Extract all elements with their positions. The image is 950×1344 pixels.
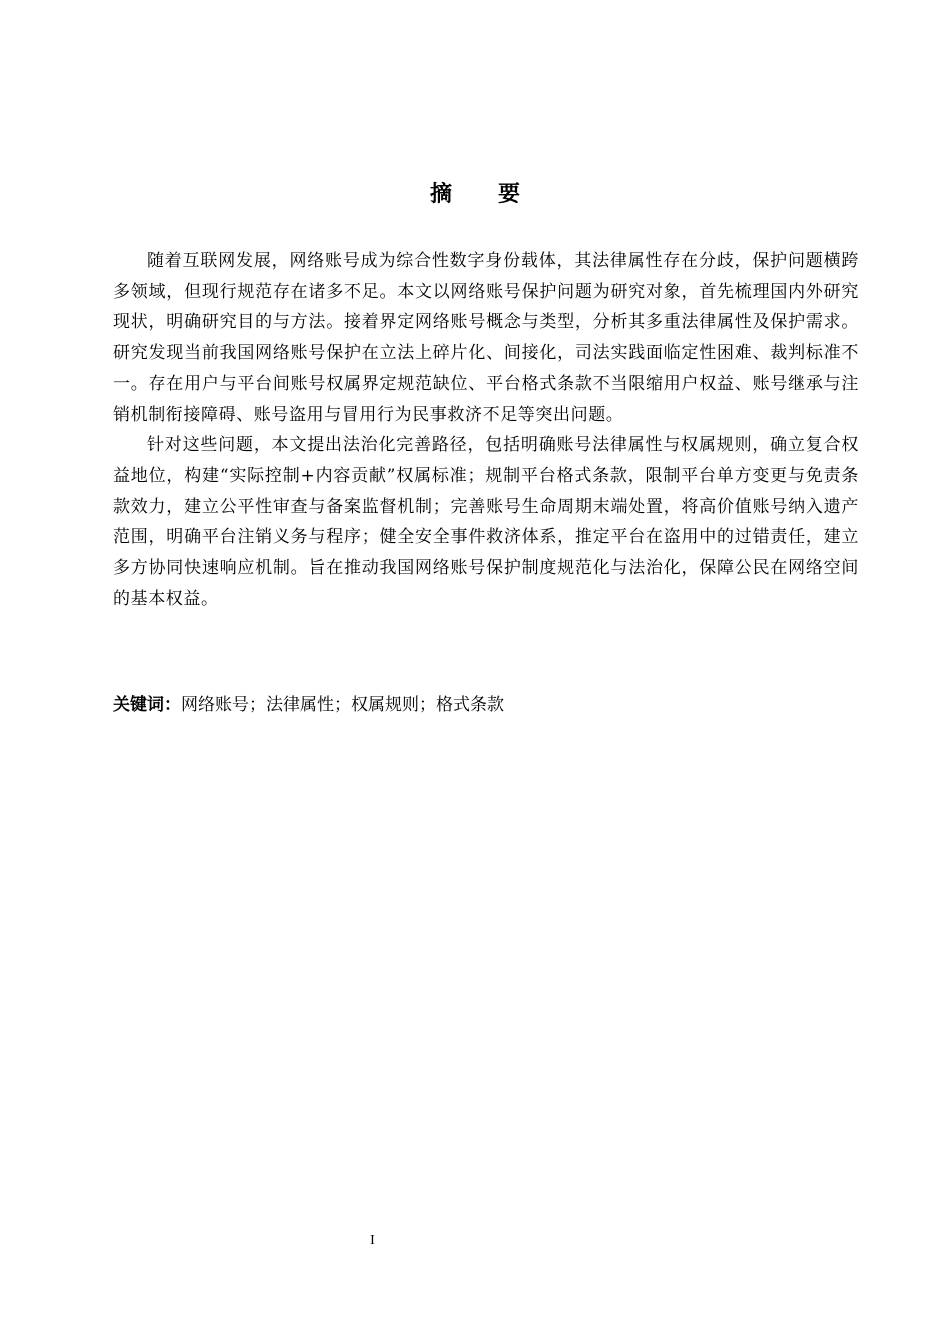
abstract-paragraph-2: 针对这些问题，本文提出法治化完善路径，包括明确账号法律属性与权属规则，确立复合权益地位，构建“实际控制+内容贡献”权属标准；规制平台格式条款，限制平台单方变更与免责条款效力，建立公平性审查与备案监督机制；完善账号生命周期末端处置，将高价值账号纳入遗产范围，明确平台注销义务与程序；健全安全事件救济体系，推定平台在盗用中的过错责任，建立多方协同快速响应机制。旨在推动我国网络账号保护制度规范化与法治化，保障公民在网络空间的基本权益。 — [113, 435, 859, 609]
abstract-title: 摘要 — [429, 182, 566, 207]
page-number: I — [370, 1233, 375, 1248]
abstract-paragraph-1: 随着互联网发展，网络账号成为综合性数字身份载体，其法律属性存在分歧，保护问题横跨多领域，但现行规范存在诸多不足。本文以网络账号保护问题为研究对象，首先梳理国内外研究现状，明确研究目的与方法。接着界定网络账号概念与类型，分析其多重法律属性及保护需求。研究发现当前我国网络账号保护在立法上碎片化、间接化，司法实践面临定性困难、裁判标准不一。存在用户与平台间账号权属界定规范缺位、平台格式条款不当限缩用户权益、账号继承与注销机制衔接障碍、账号盗用与冒用行为民事救济不足等突出问题。 — [113, 251, 859, 425]
keywords-text: 网络账号；法律属性；权属规则；格式条款 — [181, 695, 504, 715]
abstract-body — [113, 246, 859, 614]
keywords-line — [113, 692, 859, 718]
keywords-label: 关键词： — [113, 695, 181, 715]
